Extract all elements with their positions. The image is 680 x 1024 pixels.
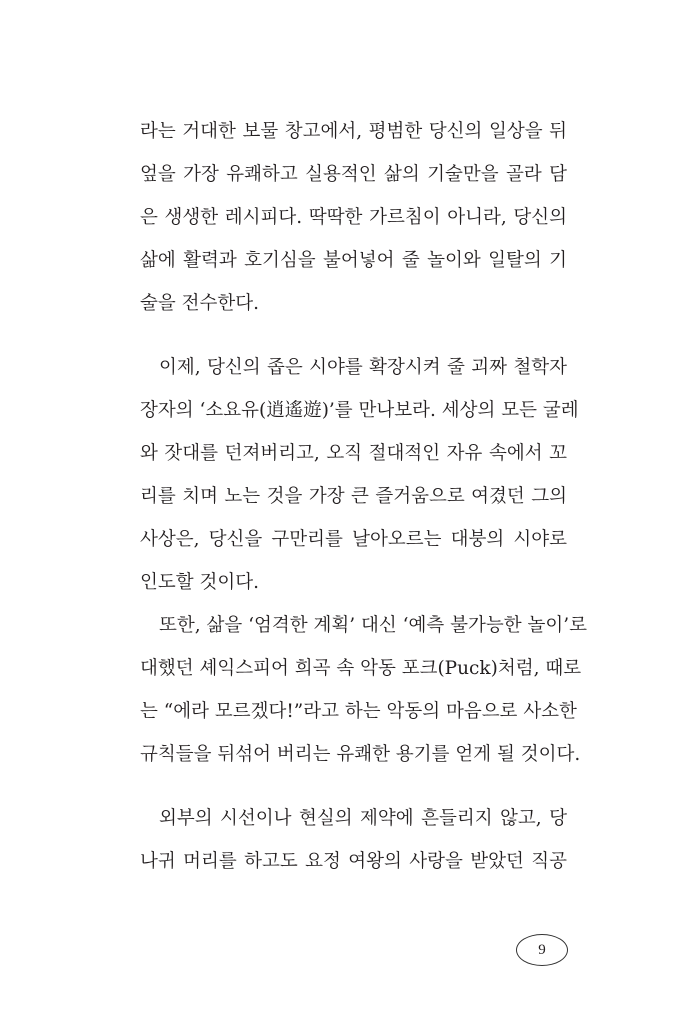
- text-line: 나귀 머리를 하고도 요정 여왕의 사랑을 받았던 직공: [140, 851, 567, 872]
- text-line: 장자의 ‘소요유(逍遙遊)’를 만나보라. 세상의 모든 굴레: [140, 400, 579, 421]
- text-line: 외부의 시선이나 현실의 제약에 흔들리지 않고, 당: [159, 808, 567, 829]
- text-line: 리를 치며 노는 것을 가장 큰 즐거움으로 여겼던 그의: [140, 486, 567, 507]
- text-line: 규칙들을 뒤섞어 버리는 유쾌한 용기를 얻게 될 것이다.: [140, 744, 581, 765]
- page-number: 9: [516, 934, 568, 966]
- text-line: 또한, 삶을 ‘엄격한 계획’ 대신 ‘예측 불가능한 놀이’로: [159, 615, 587, 636]
- text-line: 이제, 당신의 좁은 시야를 확장시켜 줄 괴짜 철학자: [159, 357, 567, 378]
- text-line: 인도할 것이다.: [140, 572, 259, 593]
- text-line: 은 생생한 레시피다. 딱딱한 가르침이 아니라, 당신의: [140, 207, 567, 228]
- text-line: 술을 전수한다.: [140, 293, 259, 314]
- text-line: 사상은, 당신을 구만리를 날아오르는 대붕의 시야로: [140, 529, 567, 550]
- text-line: 엎을 가장 유쾌하고 실용적인 삶의 기술만을 골라 담: [140, 164, 567, 185]
- text-line: 는 “에라 모르겠다!”라고 하는 악동의 마음으로 사소한: [140, 701, 577, 722]
- text-line: 와 잣대를 던져버리고, 오직 절대적인 자유 속에서 꼬: [140, 443, 567, 464]
- text-line: 대했던 셰익스피어 희곡 속 악동 포크(Puck)처럼, 때로: [140, 658, 582, 679]
- text-line: 삶에 활력과 호기심을 불어넣어 줄 놀이와 일탈의 기: [140, 250, 567, 271]
- text-line: 라는 거대한 보물 창고에서, 평범한 당신의 일상을 뒤: [140, 121, 567, 142]
